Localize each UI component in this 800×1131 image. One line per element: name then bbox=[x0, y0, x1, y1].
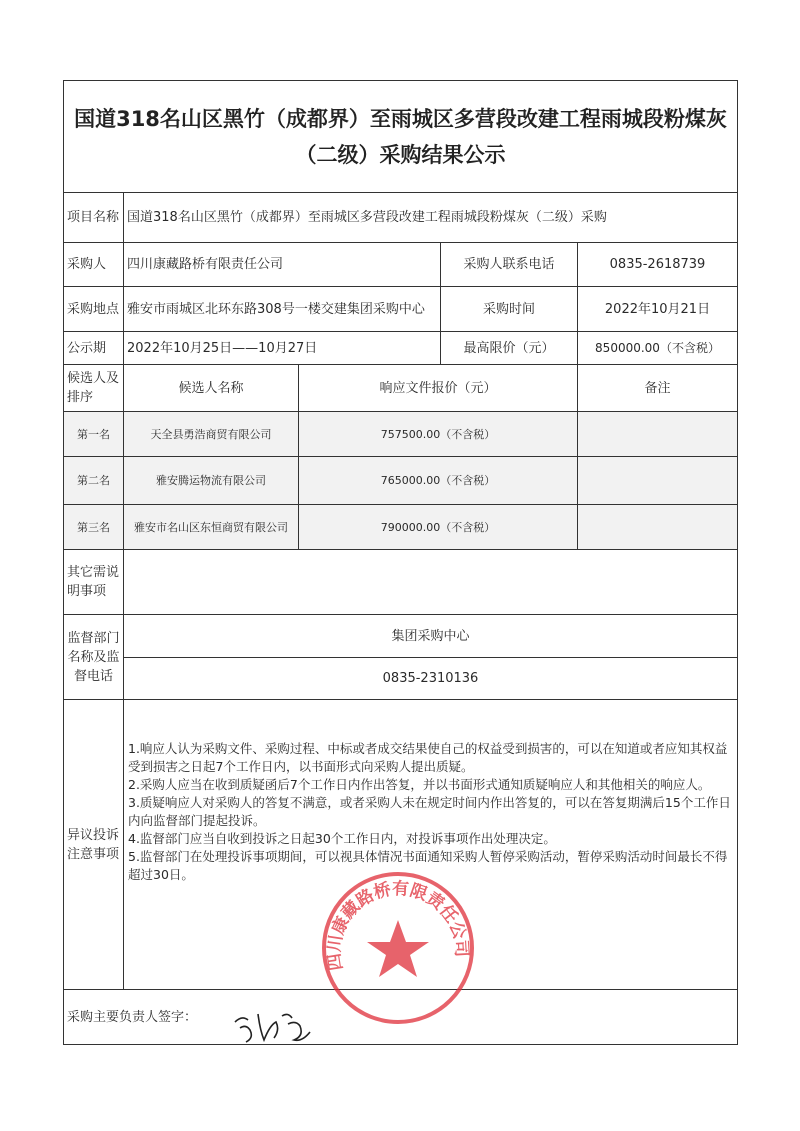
header-price: 响应文件报价（元） bbox=[299, 365, 578, 412]
candidate-name: 雅安市名山区东恒商贸有限公司 bbox=[124, 505, 299, 550]
note-item: 2.采购人应当在收到质疑函后7个工作日内作出答复，并以书面形式通知质疑响应人和其他相关的响应人。 bbox=[128, 777, 711, 792]
note-item: 5.监督部门在处理投诉事项期间，可以视具体情况书面通知采购人暂停采购活动，暂停采购活动时间最长不得超过30日。 bbox=[128, 849, 728, 882]
seal-text: 四川康藏路桥有限责任公司 bbox=[324, 879, 472, 972]
announcement-table bbox=[63, 80, 738, 1045]
rank: 第一名 bbox=[64, 412, 124, 457]
note-item: 4.监督部门应当自收到投诉之日起30个工作日内，对投诉事项作出处理决定。 bbox=[128, 831, 556, 846]
note-item: 1.响应人认为采购文件、采购过程、中标或者成交结果使自己的权益受到损害的，可以在知道或者应知其权益受到损害之日起7个工作日内，以书面形式向采购人提出质疑。 bbox=[128, 741, 728, 774]
supervisor-label: 监督部门名称及监督电话 bbox=[64, 615, 124, 700]
candidate-price: 757500.00（不含税） bbox=[299, 412, 578, 457]
max-price: 850000.00（不含税） bbox=[578, 332, 738, 365]
signature-label: 采购主要负责人签字： bbox=[67, 1009, 198, 1025]
page-title: 国道318名山区黑竹（成都界）至雨城区多营段改建工程雨城段粉煤灰（二级）采购结果公示 bbox=[64, 81, 738, 193]
header-note: 备注 bbox=[578, 365, 738, 412]
supervisor-phone: 0835-2310136 bbox=[124, 658, 738, 700]
table-row bbox=[64, 505, 738, 550]
candidate-name: 天全县勇浩商贸有限公司 bbox=[124, 412, 299, 457]
buyer-value: 四川康藏路桥有限责任公司 bbox=[124, 243, 441, 287]
period-value: 2022年10月25日——10月27日 bbox=[124, 332, 441, 365]
header-name: 候选人名称 bbox=[124, 365, 299, 412]
note-item: 3.质疑响应人对采购人的答复不满意，或者采购人未在规定时间内作出答复的，可以在答复期满后15个工作日内向监督部门提起投诉。 bbox=[128, 795, 731, 828]
candidate-name: 雅安腾运物流有限公司 bbox=[124, 457, 299, 505]
table-row bbox=[64, 412, 738, 457]
max-price-label: 最高限价（元） bbox=[441, 332, 578, 365]
signature-row bbox=[64, 990, 738, 1045]
candidates-label: 候选人及排序 bbox=[64, 365, 124, 412]
candidate-note bbox=[578, 505, 738, 550]
supervisor-name: 集团采购中心 bbox=[124, 615, 738, 658]
rank: 第三名 bbox=[64, 505, 124, 550]
table-row bbox=[64, 457, 738, 505]
buyer-label: 采购人 bbox=[64, 243, 124, 287]
time-value: 2022年10月21日 bbox=[578, 287, 738, 332]
objection-notes bbox=[124, 700, 738, 990]
period-label: 公示期 bbox=[64, 332, 124, 365]
candidate-price: 790000.00（不含税） bbox=[299, 505, 578, 550]
project-label: 项目名称 bbox=[64, 193, 124, 243]
other-label: 其它需说明事项 bbox=[64, 550, 124, 615]
buyer-phone-label: 采购人联系电话 bbox=[441, 243, 578, 287]
project-value: 国道318名山区黑竹（成都界）至雨城区多营段改建工程雨城段粉煤灰（二级）采购 bbox=[124, 193, 738, 243]
time-label: 采购时间 bbox=[441, 287, 578, 332]
candidate-note bbox=[578, 412, 738, 457]
candidate-note bbox=[578, 457, 738, 505]
other-value bbox=[124, 550, 738, 615]
location-label: 采购地点 bbox=[64, 287, 124, 332]
candidate-price: 765000.00（不含税） bbox=[299, 457, 578, 505]
objection-label: 异议投诉注意事项 bbox=[64, 700, 124, 990]
location-value: 雅安市雨城区北环东路308号一楼交建集团采购中心 bbox=[124, 287, 441, 332]
rank: 第二名 bbox=[64, 457, 124, 505]
buyer-phone: 0835-2618739 bbox=[578, 243, 738, 287]
